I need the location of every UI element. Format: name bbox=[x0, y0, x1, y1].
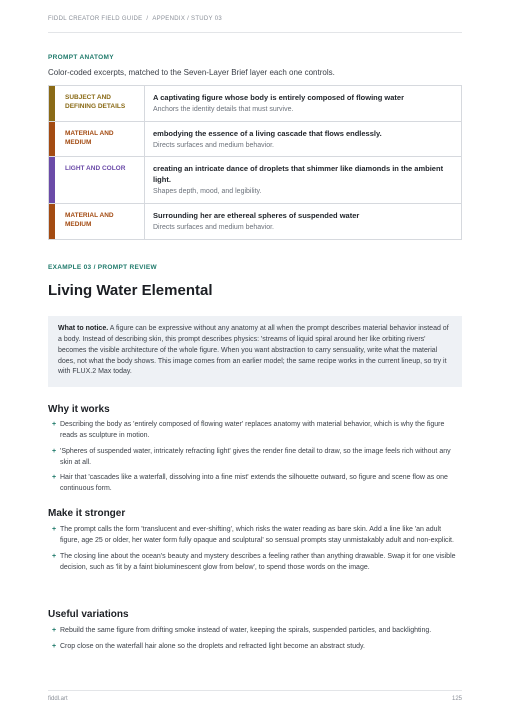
variations-list bbox=[52, 626, 462, 658]
prompt-excerpt: Surrounding her are ethereal spheres of suspended water bbox=[153, 210, 360, 220]
excerpt-cell bbox=[145, 86, 461, 121]
excerpt-cell bbox=[145, 157, 461, 203]
anatomy-row bbox=[49, 156, 461, 203]
excerpt-note: Directs surfaces and medium behavior. bbox=[153, 141, 274, 149]
excerpt-note: Shapes depth, mood, and legibility. bbox=[153, 188, 262, 196]
why-list bbox=[52, 420, 462, 500]
excerpt-note: Directs surfaces and medium behavior. bbox=[153, 223, 274, 231]
excerpt-cell bbox=[145, 122, 461, 157]
anatomy-row bbox=[49, 203, 461, 239]
list-item-text: Crop close on the waterfall hair alone so the droplets and refracted light become an abstract study. bbox=[60, 642, 365, 650]
list-item-text: Rebuild the same figure from drifting smoke instead of water, keeping the spirals, suspended particles, and backlighting. bbox=[60, 627, 432, 634]
plus-bullet-icon: + bbox=[52, 552, 57, 560]
why-heading: Why it works bbox=[48, 404, 110, 415]
anatomy-row bbox=[49, 86, 461, 121]
page-number: 125 bbox=[451, 696, 462, 702]
anatomy-intro: Color-coded excerpts, matched to the Seven-Layer Brief layer each one controls. bbox=[48, 68, 335, 77]
callout-text: A figure can be expressive without any anatomy at all when the prompt describes material behavior instead of a body. Instead of describing skin, this prompt describes physics: 'streams of liquid spiral around her like orbiting rivers' becomes the visible architecture of the whole figure. When you want abstraction to carry sensuality, write what the material does, not what the body shows. This image comes from an earlier model; the same recipe works in the current lineup, so try it with FLUX.2 Max today. bbox=[58, 325, 449, 376]
example-kicker: EXAMPLE 03 / PROMPT REVIEW bbox=[48, 264, 157, 271]
layer-label: MATERIAL AND MEDIUM bbox=[55, 204, 145, 239]
layer-label: MATERIAL AND MEDIUM bbox=[55, 122, 145, 157]
prompt-excerpt: embodying the essence of a living cascade that flows endlessly. bbox=[153, 128, 382, 138]
running-header bbox=[48, 16, 462, 22]
notice-callout bbox=[48, 316, 462, 387]
list-item bbox=[52, 525, 462, 547]
list-item-text: Hair that 'cascades like a waterfall, dissolving into a fine mist' extends the silhouette outward, so figure and scene flow as one continuous form. bbox=[60, 474, 448, 493]
list-item-text: 'Spheres of suspended water, intricately refracting light' gives the render fine detail to draw, so the image feels rich without any skin at all. bbox=[60, 447, 451, 466]
callout-lead: What to notice. bbox=[58, 325, 109, 332]
stronger-list bbox=[52, 525, 462, 578]
list-item bbox=[52, 642, 462, 653]
example-title: Living Water Elemental bbox=[48, 282, 213, 299]
header-divider bbox=[48, 32, 462, 33]
section-name: APPENDIX / STUDY 03 bbox=[152, 16, 222, 22]
header-separator: / bbox=[146, 16, 149, 22]
plus-bullet-icon: + bbox=[52, 642, 57, 650]
prompt-excerpt: creating an intricate dance of droplets that shimmer like diamonds in the ambient light. bbox=[153, 164, 444, 185]
stronger-heading: Make it stronger bbox=[48, 508, 126, 519]
guide-name: FIDDL CREATOR FIELD GUIDE bbox=[48, 16, 143, 22]
anatomy-kicker: PROMPT ANATOMY bbox=[48, 54, 114, 61]
plus-bullet-icon: + bbox=[52, 627, 57, 634]
prompt-anatomy-table bbox=[48, 85, 462, 240]
anatomy-row bbox=[49, 121, 461, 157]
plus-bullet-icon: + bbox=[52, 474, 57, 482]
list-item bbox=[52, 626, 462, 637]
list-item-text: Describing the body as 'entirely composed of flowing water' replaces anatomy with material behavior, which is why the figure reads as sculpture in motion. bbox=[60, 421, 445, 439]
list-item-text: The closing line about the ocean's beauty and mystery describes a feeling rather than anything drawable. Swap it for one visible decision, such as 'lit by a faint bioluminescent glow from below', to spend those words on the image. bbox=[60, 552, 456, 571]
layer-label: LIGHT AND COLOR bbox=[55, 157, 145, 203]
list-item bbox=[52, 420, 462, 442]
excerpt-note: Anchors the identity details that must survive. bbox=[153, 105, 294, 113]
layer-label: SUBJECT AND DEFINING DETAILS bbox=[55, 86, 145, 121]
footer-divider bbox=[48, 690, 462, 691]
list-item bbox=[52, 473, 462, 495]
prompt-excerpt: A captivating figure whose body is entirely composed of flowing water bbox=[153, 93, 405, 102]
plus-bullet-icon: + bbox=[52, 421, 57, 428]
list-item-text: The prompt calls the form 'translucent and ever-shifting', which risks the water reading as bare skin. Add a line like 'an adult figure, age 25 or older, her water form fully opaque and sculptural' so sensual prompts stay unmistakably adult and non-explicit. bbox=[60, 526, 454, 544]
list-item bbox=[52, 447, 462, 469]
list-item bbox=[52, 552, 462, 574]
plus-bullet-icon: + bbox=[52, 526, 57, 533]
footer-site: fiddl.art bbox=[48, 696, 68, 702]
excerpt-cell bbox=[145, 204, 461, 239]
variations-heading: Useful variations bbox=[48, 609, 129, 620]
plus-bullet-icon: + bbox=[52, 447, 57, 455]
